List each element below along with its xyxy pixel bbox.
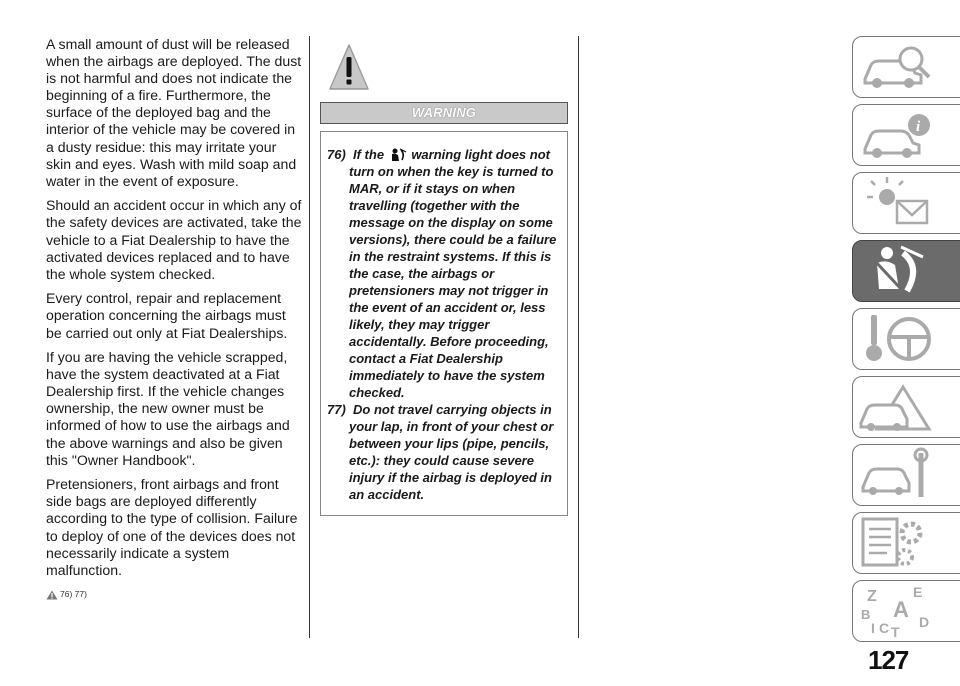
car-search-icon	[857, 39, 937, 95]
warning-triangle-icon	[46, 590, 58, 600]
warning-triangle-icon	[327, 42, 371, 92]
car-info-icon	[857, 107, 937, 163]
tab-starting-driving[interactable]	[852, 308, 960, 370]
left-column	[46, 36, 302, 603]
warning-item-text-post: warning light does not turn on when the key is turned to MAR, or if it stays on when travelling (together with the message on the display on some versions), there could be a failure in the restraint systems. If this is the case, the airbags or pretensioners may not trigger in the event of an accident or, less likely, they may trigger accidentally. Before proceeding, contact a Fiat Dealership immediately to have the system checked.	[349, 147, 557, 400]
svg-text:B: B	[861, 607, 871, 622]
alphabetical-index-icon	[857, 583, 937, 639]
tab-knowing-instrument-panel[interactable]	[852, 104, 960, 166]
paragraph-dust: A small amount of dust will be released when the airbags are deployed. The dust is not harmful and does not indicate the beginning of a fire. Furthermore, the surface of the deployed bag and the interior of the vehicle may be covered in a dusty residue: this may irritate your skin and eyes. Wash with mild soap and water in the event of exposure.	[46, 36, 302, 189]
warning-heading: WARNING	[320, 102, 568, 124]
warning-item-77	[327, 401, 559, 503]
airbag-warning-light-icon	[389, 148, 407, 162]
tab-getting-to-know-car[interactable]	[852, 36, 960, 98]
svg-text:T: T	[891, 624, 900, 639]
tab-warning-lights-messages[interactable]	[852, 172, 960, 234]
svg-text:C: C	[879, 620, 890, 636]
technical-data-icon	[857, 515, 937, 571]
tab-servicing-care[interactable]	[852, 444, 960, 506]
tab-index[interactable]	[852, 580, 960, 642]
car-maintenance-icon	[857, 447, 937, 503]
column-divider-2	[578, 36, 579, 638]
column-divider-1	[309, 36, 310, 638]
paragraph-repair: Every control, repair and replacement operation concerning the airbags must be carried out only at Fiat Dealerships.	[46, 290, 288, 341]
paragraph-scrapping: If you are having the vehicle scrapped, have the system deactivated at a Fiat Dealership first. If the vehicle changes ownership, the new owner must be informed of how to use the airbags and the above warnings and also be given this "Owner Handbook".	[46, 349, 290, 468]
tab-in-an-emergency[interactable]	[852, 376, 960, 438]
warning-lights-message-icon	[857, 175, 937, 231]
car-emergency-icon	[857, 379, 937, 435]
page-number: 127	[868, 645, 909, 675]
warning-references	[46, 586, 302, 603]
paragraph-accident: Should an accident occur in which any of the safety devices are activated, take the vehicle to a Fiat Dealership to have the activated devices replaced and to have the whole system checked.	[46, 197, 302, 282]
key-steering-wheel-icon	[857, 311, 937, 367]
warning-item-text: Do not travel carrying objects in your lap, in front of your chest or between your lips (pipe, pencils, etc.): they could cause severe injury if the airbag is deployed in an accident.	[349, 402, 554, 502]
references-text: 76) 77)	[60, 589, 87, 600]
svg-text:E: E	[913, 584, 923, 600]
warning-item-number: 76)	[327, 147, 346, 162]
svg-text:I: I	[871, 620, 875, 636]
warning-box	[320, 131, 568, 516]
warning-item-number: 77)	[327, 402, 346, 417]
warning-item-76	[327, 146, 559, 401]
svg-text:D: D	[919, 614, 930, 630]
seatbelt-airbag-icon	[857, 243, 937, 299]
svg-text:i: i	[916, 119, 921, 135]
svg-text:Z: Z	[867, 588, 877, 605]
paragraph-pretensioners: Pretensioners, front airbags and front side bags are deployed differently according to the type of collision. Failure to deploy of one of the devices does not necessarily indicate a system malfunction.	[46, 476, 298, 578]
warning-item-text-pre: If the	[353, 147, 385, 162]
tab-technical-specifications[interactable]	[852, 512, 960, 574]
svg-text:A: A	[893, 597, 909, 622]
tab-safety[interactable]	[852, 240, 960, 302]
